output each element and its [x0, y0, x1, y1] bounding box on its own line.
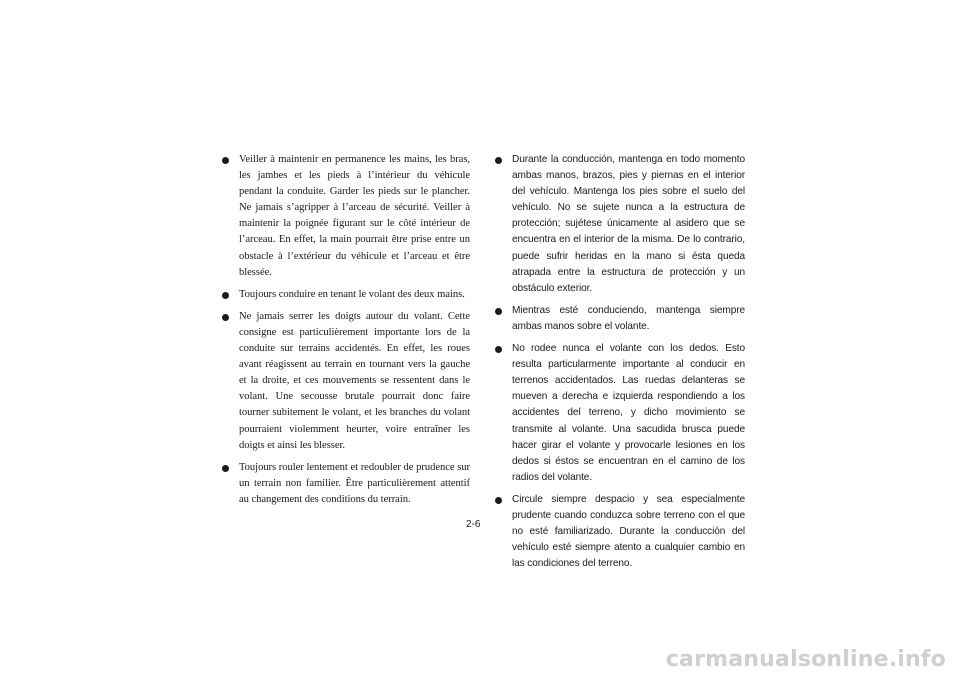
list-item-text: Ne jamais serrer les doigts autour du volant. Cette consigne est particulièrement importante lors de la conduite sur terrains accidentés. En effet, les roues avant réagissent au terrain en tournant vers la gauche et la droite, et ces mouvements se ressentent dans le volant. Une secousse brutale pourrait donc faire tourner subitement le volant, et les branches du volant pourraient violemment heurter, voire entraîner les doigts et ainsi les blesser. [239, 310, 470, 451]
page-number: 2-6 [466, 519, 481, 530]
list-item-text: Durante la conducción, mantenga en todo momento ambas manos, brazos, pies y piernas en el interior del vehículo. Mantenga los pies sobre el suelo del vehículo. No se sujete nunca a la estructura de protección; sujétese únicamente al asidero que se encuentra en el interior de la misma. De lo contrario, puede sufrir heridas en la mano si ésta queda atrapada entre la estructura de protección y un obstáculo exterior. [512, 154, 745, 294]
bullet-icon [222, 157, 229, 164]
list-item [495, 492, 745, 572]
list-item-text: Toujours conduire en tenant le volant des deux mains. [239, 288, 465, 300]
french-column [222, 152, 470, 514]
spanish-column [495, 152, 745, 578]
watermark: carmanualsonline.info [665, 647, 946, 672]
list-item [222, 309, 470, 454]
list-item-text: Circule siempre despacio y sea especialmente prudente cuando conduzca sobre terreno con el que no esté familiarizado. Durante la conducción del vehículo esté siempre atento a cualquier cambio en las condiciones del terreno. [512, 493, 745, 570]
list-item-text: Toujours rouler lentement et redoubler de prudence sur un terrain non familier. Être particulièrement attentif au changement des conditions du terrain. [239, 461, 470, 505]
list-item [495, 303, 745, 335]
bullet-icon [495, 497, 502, 504]
list-item [222, 460, 470, 508]
bullet-icon [495, 308, 502, 315]
bullet-icon [222, 314, 229, 321]
bullet-icon [495, 346, 502, 353]
list-item-text: Mientras esté conduciendo, mantenga siempre ambas manos sobre el volante. [512, 304, 745, 332]
bullet-icon [222, 292, 229, 299]
list-item [495, 152, 745, 297]
list-item-text: Veiller à maintenir en permanence les mains, les bras, les jambes et les pieds à l’intérieur du véhicule pendant la conduite. Garder les pieds sur le plancher. Ne jamais s’agripper à l’arceau de sécurité. Veiller à maintenir la poignée figurant sur le côté intérieur de l’arceau. En effet, la main pourrait être prise entre un obstacle à l’extérieur du véhicule et l’arceau et être blessée. [239, 154, 470, 278]
list-item [222, 287, 470, 303]
bullet-icon [222, 465, 229, 472]
list-item [495, 341, 745, 486]
list-item [222, 152, 470, 281]
list-item-text: No rodee nunca el volante con los dedos. Esto resulta particularmente importante al conducir en terrenos accidentados. Las ruedas delanteras se mueven a derecha e izquierda respondiendo a los accidentes del terreno, y dicho movimiento se transmite al volante. Una sacudida brusca puede hacer girar el volante y provocarle lesiones en los dedos si éstos se encuentran en el camino de los radios del volante. [512, 343, 745, 483]
bullet-icon [495, 157, 502, 164]
